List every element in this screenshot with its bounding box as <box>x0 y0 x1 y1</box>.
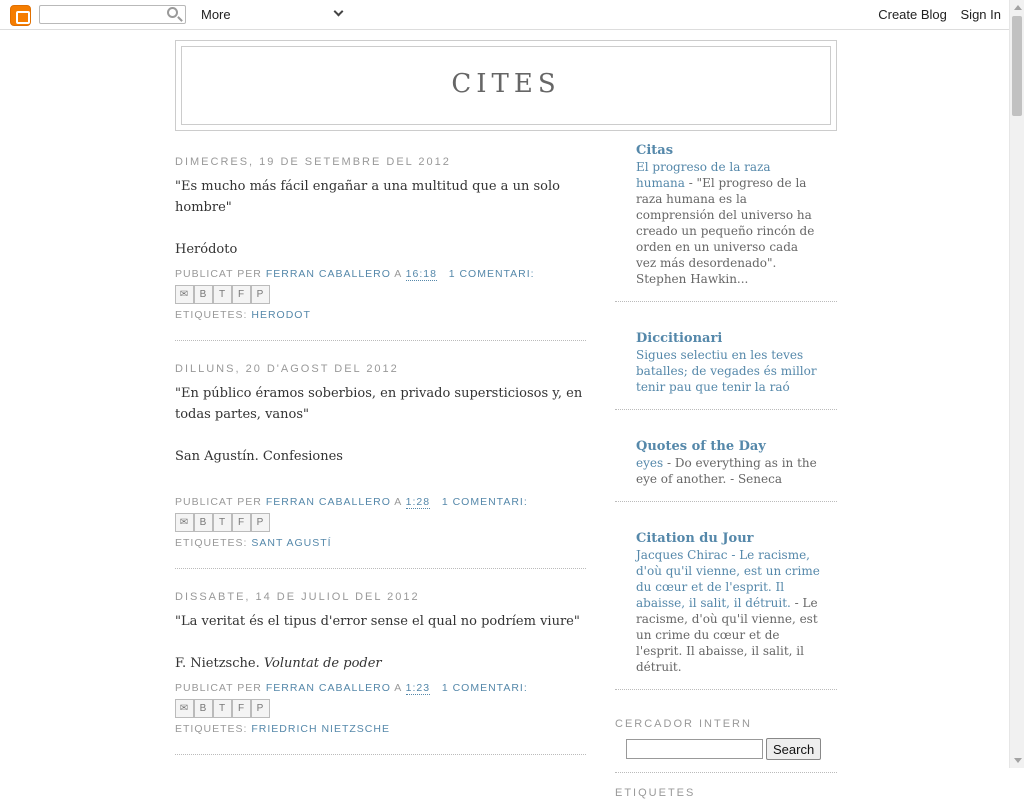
sidebar-search-input[interactable] <box>626 739 763 759</box>
at-label: A <box>394 268 402 280</box>
sign-in-link[interactable]: Sign In <box>960 7 1001 22</box>
blogthis-share-icon[interactable]: B <box>194 513 213 532</box>
more-dropdown[interactable] <box>201 7 342 22</box>
post <box>175 156 586 341</box>
posted-by-label: PUBLICAT PER <box>175 268 262 280</box>
feed-widget-citas <box>615 142 837 302</box>
email-share-icon[interactable]: ✉ <box>175 699 194 718</box>
pinterest-share-icon[interactable]: P <box>251 699 270 718</box>
twitter-share-icon[interactable]: T <box>213 285 232 304</box>
at-label: A <box>394 682 402 694</box>
navbar-search-input[interactable] <box>39 5 186 24</box>
widget-snippet: - "El progreso de la raza humana es la comprensión del universo ha creado un pequeño rincón de orden en un universo cada vez más desordenado". Stephen Hawkin... <box>636 176 815 286</box>
search-button[interactable]: Search <box>766 738 821 760</box>
widget-link[interactable]: Jacques Chirac - Le racisme, d'où qu'il vienne, est un crime du cœur et de l'esprit. Il abaisse, il salit, il détruit. <box>636 548 820 610</box>
search-icon[interactable] <box>167 7 178 18</box>
author-link[interactable]: FERRAN CABALLERO <box>265 682 391 694</box>
labels-widget-title: ETIQUETES <box>615 787 696 799</box>
tag-link[interactable]: HERODOT <box>251 309 311 321</box>
facebook-share-icon[interactable]: F <box>232 285 251 304</box>
post-time-link[interactable]: 1:23 <box>405 682 431 694</box>
twitter-share-icon[interactable]: T <box>213 699 232 718</box>
post-date: DILLUNS, 20 D'AGOST DEL 2012 <box>175 363 399 375</box>
navbar-actions <box>868 7 1001 22</box>
widget-title[interactable]: Quotes of the Day <box>636 439 766 454</box>
facebook-share-icon[interactable]: F <box>232 699 251 718</box>
comments-link[interactable]: 1 COMENTARI: <box>448 268 535 280</box>
page-scrollbar[interactable] <box>1009 0 1024 768</box>
search-widget <box>615 718 837 773</box>
post-footer <box>175 496 586 549</box>
scroll-thumb[interactable] <box>1012 16 1022 116</box>
post-author: San Agustín. Confesiones <box>175 449 343 464</box>
email-share-icon[interactable]: ✉ <box>175 513 194 532</box>
more-dropdown-label: More <box>201 7 231 22</box>
widget-text <box>636 159 822 287</box>
pinterest-share-icon[interactable]: P <box>251 513 270 532</box>
sidebar <box>615 142 837 807</box>
post-time-link[interactable]: 16:18 <box>405 268 437 280</box>
comments-link[interactable]: 1 COMENTARI: <box>441 496 528 508</box>
widget-link[interactable]: El progreso de la raza humana <box>636 160 771 190</box>
author-link[interactable]: FERRAN CABALLERO <box>265 268 391 280</box>
search-widget-title: CERCADOR INTERN <box>615 718 752 730</box>
post-work-title: Voluntat de poder <box>263 656 382 671</box>
labels-label: ETIQUETES: <box>175 309 248 321</box>
post-author: Heródoto <box>175 242 238 257</box>
widget-text <box>636 547 822 675</box>
widget-snippet: - Le racisme, d'où qu'il vienne, est un crime du cœur et de l'esprit. Il abaisse, il salit, il détruit. <box>636 596 818 674</box>
post <box>175 363 586 569</box>
scroll-up-arrow-icon[interactable] <box>1014 5 1022 10</box>
twitter-share-icon[interactable]: T <box>213 513 232 532</box>
post-date: DIMECRES, 19 DE SETEMBRE DEL 2012 <box>175 156 451 168</box>
widget-link[interactable]: Sigues selectiu en les teves batalles; de vegades és millor tenir pau que tenir la raó <box>636 348 817 394</box>
tag-link[interactable]: FRIEDRICH NIETZSCHE <box>251 723 390 735</box>
blogthis-share-icon[interactable]: B <box>194 285 213 304</box>
pinterest-share-icon[interactable]: P <box>251 285 270 304</box>
blog-header <box>175 40 837 131</box>
widget-snippet: - Do everything as in the eye of another. - Seneca <box>636 456 817 486</box>
tag-link[interactable]: SANT AGUSTÍ <box>251 537 332 549</box>
widget-title[interactable]: Citas <box>636 143 674 158</box>
widget-title[interactable]: Diccitionari <box>636 331 723 346</box>
facebook-share-icon[interactable]: F <box>232 513 251 532</box>
post-footer <box>175 268 586 321</box>
widget-link[interactable]: eyes <box>636 456 664 470</box>
widget-text <box>636 347 822 395</box>
post-quote: "Es mucho más fácil engañar a una multitud que a un solo hombre" <box>175 179 560 215</box>
posted-by-label: PUBLICAT PER <box>175 682 262 694</box>
blogger-navbar <box>0 0 1009 30</box>
feed-widget-diccionari <box>615 330 837 410</box>
post-body <box>175 611 586 674</box>
blogger-logo-icon[interactable] <box>10 5 31 26</box>
post-body <box>175 383 586 488</box>
labels-label: ETIQUETES: <box>175 537 248 549</box>
scroll-down-arrow-icon[interactable] <box>1014 758 1022 763</box>
feed-widget-citation <box>615 530 837 690</box>
post-author <box>175 653 586 674</box>
labels-label: ETIQUETES: <box>175 723 248 735</box>
author-link[interactable]: FERRAN CABALLERO <box>265 496 391 508</box>
post-time-link[interactable]: 1:28 <box>405 496 431 508</box>
post-quote: "La veritat és el tipus d'error sense el qual no podríem viure" <box>175 614 580 629</box>
at-label: A <box>394 496 402 508</box>
widget-title[interactable]: Citation du Jour <box>636 531 754 546</box>
blog-title[interactable]: CITES <box>451 69 561 99</box>
chevron-down-icon <box>334 7 344 17</box>
post-date: DISSABTE, 14 DE JULIOL DEL 2012 <box>175 591 420 603</box>
create-blog-link[interactable]: Create Blog <box>878 7 947 22</box>
posted-by-label: PUBLICAT PER <box>175 496 262 508</box>
post-author-name: F. Nietzsche. <box>175 656 260 671</box>
main-column <box>175 150 586 777</box>
post-footer <box>175 682 586 735</box>
blog-header-inner <box>181 46 831 125</box>
post-quote: "En público éramos soberbios, en privado supersticiosos y, en todas partes, vanos" <box>175 386 583 422</box>
comments-link[interactable]: 1 COMENTARI: <box>441 682 528 694</box>
post <box>175 591 586 755</box>
post-body <box>175 176 586 260</box>
share-buttons <box>175 513 586 532</box>
share-buttons <box>175 285 586 304</box>
share-buttons <box>175 699 586 718</box>
widget-text <box>636 455 822 487</box>
feed-widget-quotes <box>615 438 837 502</box>
email-share-icon[interactable]: ✉ <box>175 285 194 304</box>
blogthis-share-icon[interactable]: B <box>194 699 213 718</box>
